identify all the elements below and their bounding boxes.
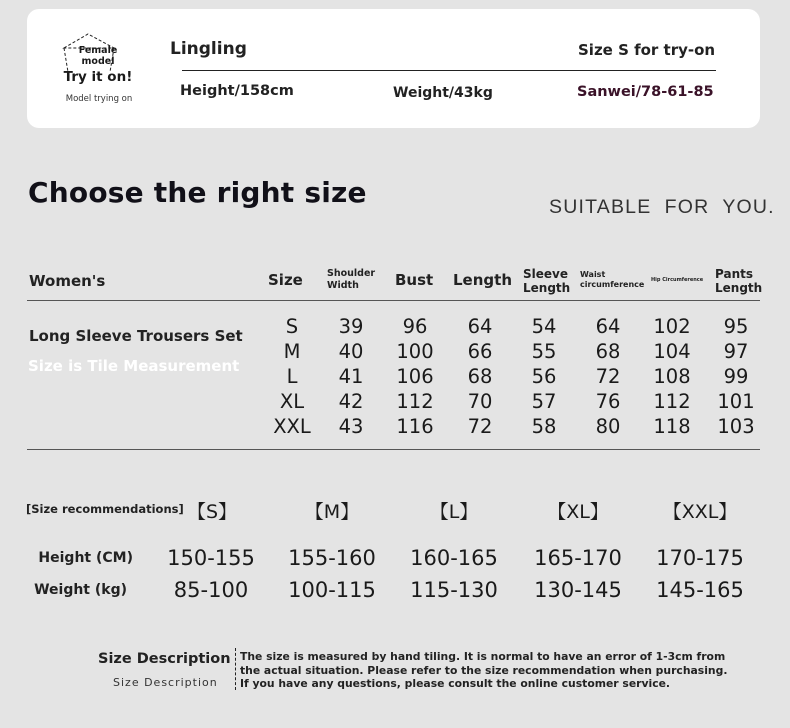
rec-height-value: 165-170 (534, 546, 622, 570)
column-hip (642, 314, 702, 439)
rec-weight-value: 115-130 (410, 578, 498, 602)
table-cell: XXL (273, 415, 311, 438)
table-cell: 100 (396, 340, 434, 363)
table-cell: 43 (338, 415, 364, 438)
page-subtitle: SUITABLE FOR YOU. (549, 196, 775, 218)
header-shoulder-width: Shoulder Width (327, 268, 376, 291)
badge-try-it-on: Try it on! (63, 69, 133, 85)
table-cell: 112 (653, 390, 691, 413)
table-cell: 99 (723, 365, 749, 388)
rec-weight-label: Weight (kg) (34, 582, 127, 598)
table-cell: 58 (531, 415, 557, 438)
model-size-tried: Size S for try-on (578, 41, 716, 59)
table-cell: 66 (467, 340, 493, 363)
table-cell: 40 (338, 340, 364, 363)
description-line: the actual situation. Please refer to the size recommendation when purchasing. (240, 663, 728, 677)
table-cell: 72 (467, 415, 493, 438)
badge-caption: Model trying on (65, 94, 133, 104)
rec-height-value: 155-160 (288, 546, 376, 570)
column-bust (385, 314, 445, 439)
table-cell: 95 (723, 315, 749, 338)
table-cell: 42 (338, 390, 364, 413)
page-title: Choose the right size (28, 176, 367, 209)
header-pants-length: Pants Length (715, 267, 763, 295)
table-cell: 101 (717, 390, 755, 413)
table-cell: 116 (396, 415, 434, 438)
table-cell: M (283, 340, 301, 363)
model-divider (182, 70, 716, 71)
table-cell: 104 (653, 340, 691, 363)
rec-size-m: 【M】 (304, 501, 360, 523)
header-waist: Waist circumference (580, 270, 645, 289)
header-length: Length (453, 271, 512, 289)
table-cell: 106 (396, 365, 434, 388)
table-cell: 57 (531, 390, 557, 413)
column-size (262, 314, 322, 439)
header-sleeve-length: Sleeve Length (523, 267, 571, 295)
rec-size-xl: 【XL】 (547, 501, 609, 523)
header-size: Size (268, 271, 303, 289)
table-cell: 103 (717, 415, 755, 438)
table-cell: S (285, 315, 299, 338)
description-line: The size is measured by hand tiling. It is normal to have an error of 1-3cm from (240, 650, 726, 663)
model-height: Height/158cm (180, 83, 294, 99)
table-cell: 80 (595, 415, 621, 438)
description-line: If you have any questions, please consult the online customer service. (240, 677, 671, 690)
table-cell: 68 (595, 340, 621, 363)
model-name: Lingling (170, 39, 247, 59)
table-cell: 64 (595, 315, 621, 338)
table-cell: 102 (653, 315, 691, 338)
rec-size-s: 【S】 (186, 501, 238, 523)
rec-weight-value: 145-165 (656, 578, 744, 602)
rec-height-value: 150-155 (167, 546, 255, 570)
rec-weight-value: 85-100 (173, 578, 249, 602)
table-cell: 112 (396, 390, 434, 413)
table-bottom-divider (27, 449, 760, 450)
table-cell: L (286, 365, 298, 388)
size-description-title: Size Description (98, 651, 231, 667)
table-cell: 118 (653, 415, 691, 438)
badge-female-text: Female model (78, 45, 118, 67)
header-womens: Women's (29, 272, 106, 290)
product-note: Size is Tile Measurement (28, 357, 240, 375)
table-cell: 56 (531, 365, 557, 388)
table-cell: 55 (531, 340, 557, 363)
column-waist (578, 314, 638, 439)
header-bust: Bust (395, 271, 434, 289)
table-cell: 41 (338, 365, 364, 388)
table-cell: 96 (402, 315, 428, 338)
header-hip: Hip Circumference (651, 277, 704, 283)
table-cell: 68 (467, 365, 493, 388)
size-description-subtitle: Size Description (113, 676, 218, 689)
table-cell: 54 (531, 315, 557, 338)
rec-height-label: Height (CM) (38, 550, 133, 566)
size-recommendations-label: [Size recommendations] (26, 502, 184, 516)
size-description-text (240, 650, 728, 691)
table-cell: 70 (467, 390, 493, 413)
column-pants (706, 314, 766, 439)
model-weight: Weight/43kg (393, 85, 493, 101)
table-cell: 76 (595, 390, 621, 413)
table-cell: 39 (338, 315, 364, 338)
rec-size-l: 【L】 (429, 501, 479, 523)
table-cell: 64 (467, 315, 493, 338)
column-shoulder (321, 314, 381, 439)
rec-weight-value: 130-145 (534, 578, 622, 602)
column-sleeve (514, 314, 574, 439)
rec-weight-value: 100-115 (288, 578, 376, 602)
description-divider (235, 648, 236, 690)
table-header-divider (27, 300, 760, 301)
column-length (450, 314, 510, 439)
model-sanwei: Sanwei/78-61-85 (577, 84, 714, 100)
rec-size-xxl: 【XXL】 (662, 501, 738, 523)
product-name: Long Sleeve Trousers Set (29, 327, 243, 345)
table-cell: 108 (653, 365, 691, 388)
table-cell: 72 (595, 365, 621, 388)
table-cell: 97 (723, 340, 749, 363)
table-cell: XL (279, 390, 305, 413)
rec-height-value: 160-165 (410, 546, 498, 570)
rec-height-value: 170-175 (656, 546, 744, 570)
